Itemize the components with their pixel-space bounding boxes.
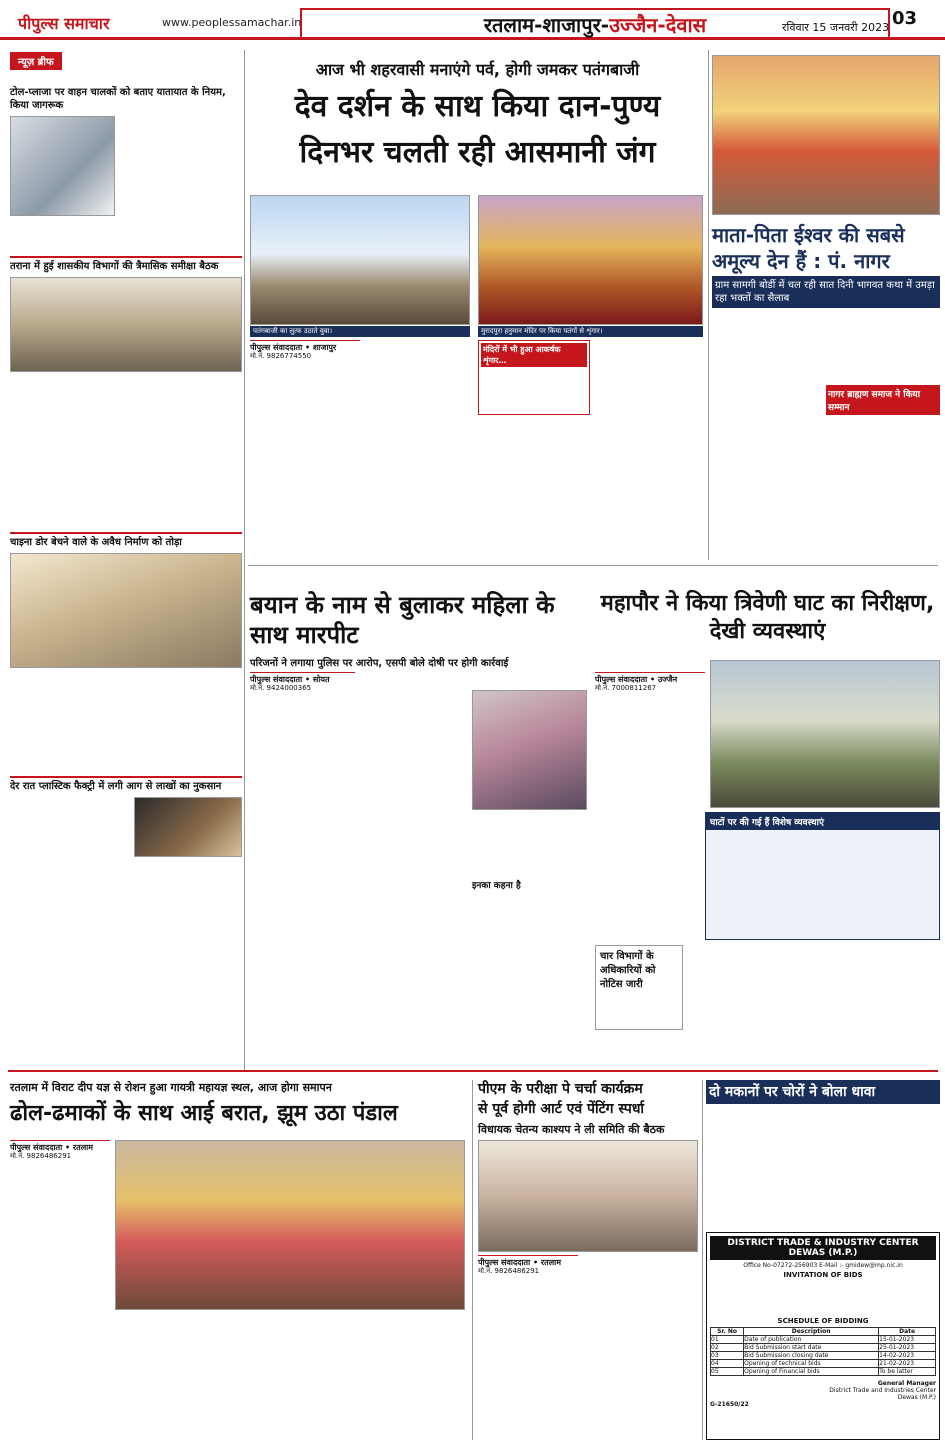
gayatri-kicker: रतलाम में विराट दीप यज्ञ से रोशन हुआ गायत्री महायज्ञ स्थल, आज होगा समापन	[10, 1081, 332, 1094]
cell: 04	[711, 1360, 744, 1368]
article-body	[250, 696, 355, 1060]
assault-headline: बयान के नाम से बुलाकर महिला के साथ मारपीट	[250, 591, 555, 649]
news-brief-kicker: न्यूज़ ब्रीफ	[10, 52, 62, 70]
article-body	[481, 369, 587, 424]
article-body	[472, 892, 587, 1060]
byline: पीपुल्स संवाददाता • उज्जैन	[595, 672, 705, 685]
article-body	[590, 1255, 698, 1440]
byline: पीपुल्स संवाददाता • रतलाम	[478, 1255, 578, 1268]
table-header: Description	[744, 1328, 879, 1336]
factory-fire-photo	[134, 797, 242, 857]
box-headline: घाटों पर की गई हैं विशेष व्यवस्थाएं	[706, 813, 939, 830]
notice-side-headline: चार विभागों के अधिकारियों को नोटिस जारी	[595, 945, 683, 1030]
temple-box	[478, 340, 590, 415]
temple-decoration-photo	[478, 195, 703, 325]
procession-photo	[115, 1140, 465, 1310]
cell: Bid Submission closing date	[744, 1352, 879, 1360]
photo-caption: पतंगबाजी का लुत्फ उठाते युवा।	[250, 326, 470, 337]
left-column	[10, 50, 242, 941]
article-body	[230, 1315, 345, 1440]
table-row	[711, 1368, 936, 1376]
table-header: Date	[879, 1328, 936, 1336]
issue-date: रविवार 15 जनवरी 2023	[782, 21, 890, 34]
top-kicker: आज भी शहरवासी मनाएंगे पर्व, होगी जमकर पतंगबाजी	[315, 60, 640, 79]
ad-signatory-place: Dewas (M.P.)	[897, 1394, 936, 1401]
left-headline-2: तराना में हुई शासकीय विभागों की त्रैमासिक समीक्षा बैठक	[10, 256, 242, 273]
article-body	[530, 815, 585, 875]
article-body	[826, 320, 940, 380]
article-body	[10, 861, 242, 941]
page-number: 03	[892, 8, 918, 29]
assault-subheadline: परिजनों ने लगाया पुलिस पर आरोप, एसपी बोले दोषी पर होगी कार्रवाई	[250, 658, 509, 669]
section-rule	[8, 1070, 938, 1072]
ad-schedule-title: SCHEDULE OF BIDDING	[777, 1317, 869, 1325]
article-body	[478, 420, 590, 560]
article-body	[594, 340, 704, 560]
table-row	[711, 1352, 936, 1360]
ad-schedule-table	[710, 1327, 936, 1376]
article-body	[826, 418, 940, 560]
bhagwat-katha-photo	[712, 55, 940, 215]
pm-kicker: पीएम के परीक्षा पे चर्चा कार्यक्रम	[478, 1081, 643, 1097]
pm-subheadline: विधायक चेतन्य काश्यप ने ली समिति की बैठक	[478, 1123, 665, 1136]
reporter-mobile: मो.नं. 9826486291	[478, 1267, 540, 1275]
byline: पीपुल्स संवाददाता • सोयत	[250, 672, 355, 685]
ad-signatory: General Manager	[877, 1380, 936, 1387]
left-headline-4: देर रात प्लास्टिक फैक्ट्री में लगी आग से लाखों का नुकसान	[10, 776, 242, 793]
table-row	[711, 1344, 936, 1352]
reporter-mobile: मो.नं. 9424000365	[250, 684, 312, 692]
right-headline: माता-पिता ईश्वर की सबसे अमूल्य देन हैं : पं. नागर	[712, 223, 905, 273]
column-rule	[702, 1080, 703, 1440]
column-rule	[472, 1080, 473, 1440]
top-headline-1: देव दर्शन के साथ किया दान-पुण्य	[294, 89, 661, 124]
cell: 15-01-2023	[879, 1336, 936, 1344]
table-row	[711, 1360, 936, 1368]
article-body	[706, 1108, 821, 1228]
gayatri-headline: ढोल-ढमाकों के साथ आई बरात, झूम उठा पंडाल	[10, 1101, 398, 1126]
article-body	[688, 945, 940, 1065]
cell: 25-01-2023	[879, 1344, 936, 1352]
special-arrangements-box	[705, 812, 940, 940]
temple-sub-headline: मंदिरों में भी हुआ आकर्षक शृंगार…	[481, 343, 587, 367]
cell: To be latter	[879, 1368, 936, 1376]
article-body	[712, 320, 822, 560]
cell: Date of publication	[744, 1336, 879, 1344]
article-body	[350, 1315, 465, 1440]
top-headline-2: दिनभर चलती रही आसमानी जंग	[299, 135, 656, 170]
article-body	[472, 815, 527, 875]
reporter-mobile: मो.नं. 7000811267	[595, 684, 657, 692]
article-body	[362, 672, 467, 1060]
cell: 05	[711, 1368, 744, 1376]
reporter-mobile: मो.नं. 9826486291	[10, 1152, 72, 1160]
left-headline-3: चाइना डोर बेचने वाले के अवैध निर्माण को तोड़ा	[10, 532, 242, 549]
right-kicker-2: नागर ब्राह्मण समाज ने किया सम्मान	[826, 385, 940, 415]
demolition-photo	[10, 553, 242, 668]
right-subheadline: ग्राम सामगी बोर्डी में चल रही सात दिनी भागवत कथा में उमड़ा रहा भक्तों का सैलाब	[712, 276, 940, 308]
cell: 02	[711, 1344, 744, 1352]
toll-plaza-photo	[10, 116, 115, 216]
article-body	[364, 340, 474, 560]
quote-kicker: इनका कहना है	[472, 881, 521, 891]
cell: Bid Submission start date	[744, 1344, 879, 1352]
victim-photo	[472, 690, 587, 810]
article-body	[115, 1315, 225, 1440]
mayor-inspection-photo	[710, 660, 940, 808]
article-body	[10, 672, 242, 772]
ghat-headline: महापौर ने किया त्रिवेणी घाट का निरीक्षण, देखी व्यवस्थाएं	[600, 591, 935, 644]
article-body	[478, 1280, 583, 1440]
article-body	[825, 1108, 940, 1228]
cell: 14-02-2023	[879, 1352, 936, 1360]
theft-headline: दो मकानों पर चोरों ने बोला धावा	[706, 1080, 940, 1104]
section-rule	[248, 565, 938, 566]
cell: 21-02-2023	[879, 1360, 936, 1368]
meeting-photo	[10, 277, 242, 372]
cell: 03	[711, 1352, 744, 1360]
article-body	[10, 376, 242, 526]
byline: पीपुल्स संवाददाता • शाजापुर	[250, 340, 360, 353]
region-a: रतलाम-शाजापुर-	[483, 12, 610, 37]
left-headline-1: टोल-प्लाजा पर वाहन चालकों को बताए यातायात के नियम, किया जागरूक	[10, 87, 226, 111]
article-body	[709, 833, 936, 938]
reporter-mobile: मो.नं. 9826774550	[250, 352, 312, 360]
ad-contact: Office No-07272-256903 E-Mail :- gmidew@mp.nic.in	[743, 1262, 903, 1269]
article-body	[119, 116, 241, 216]
article-body	[10, 797, 130, 857]
cell: Opening of Financial bids	[744, 1368, 879, 1376]
mla-meeting-photo	[478, 1140, 698, 1252]
cell: 01	[711, 1336, 744, 1344]
byline: पीपुल्स संवाददाता • रतलाम	[10, 1140, 110, 1153]
cell: Opening of technical bids	[744, 1360, 879, 1368]
article-body	[595, 845, 705, 935]
tender-ad	[706, 1232, 940, 1440]
article-body	[10, 1175, 110, 1440]
article-body	[595, 700, 705, 840]
table-header: Sr. No	[711, 1328, 744, 1336]
table-row	[711, 1336, 936, 1344]
region-b: उज्जैन-देवास	[609, 12, 707, 37]
newspaper-logo: पीपुल्स समाचार	[18, 14, 110, 33]
article-body	[250, 364, 360, 560]
ad-invitation: INVITATION OF BIDS	[783, 1271, 863, 1279]
ad-body	[710, 1281, 936, 1315]
column-rule	[244, 50, 245, 1070]
ad-reference: G-21650/22	[710, 1401, 749, 1408]
column-rule	[708, 50, 709, 560]
photo-caption: मुरादपुरा हनुमान मंदिर पर किया पतंगों से शृंगार।	[478, 326, 703, 337]
ad-signatory-office: District Trade and Industries Center	[829, 1387, 936, 1394]
pm-headline: से पूर्व होगी आर्ट एवं पेंटिंग स्पर्धा	[478, 1101, 645, 1117]
website-url: www.peoplessamachar.in	[162, 16, 302, 29]
youth-kites-photo	[250, 195, 470, 325]
ad-title: DISTRICT TRADE & INDUSTRY CENTER DEWAS (M.P.)	[710, 1236, 936, 1260]
